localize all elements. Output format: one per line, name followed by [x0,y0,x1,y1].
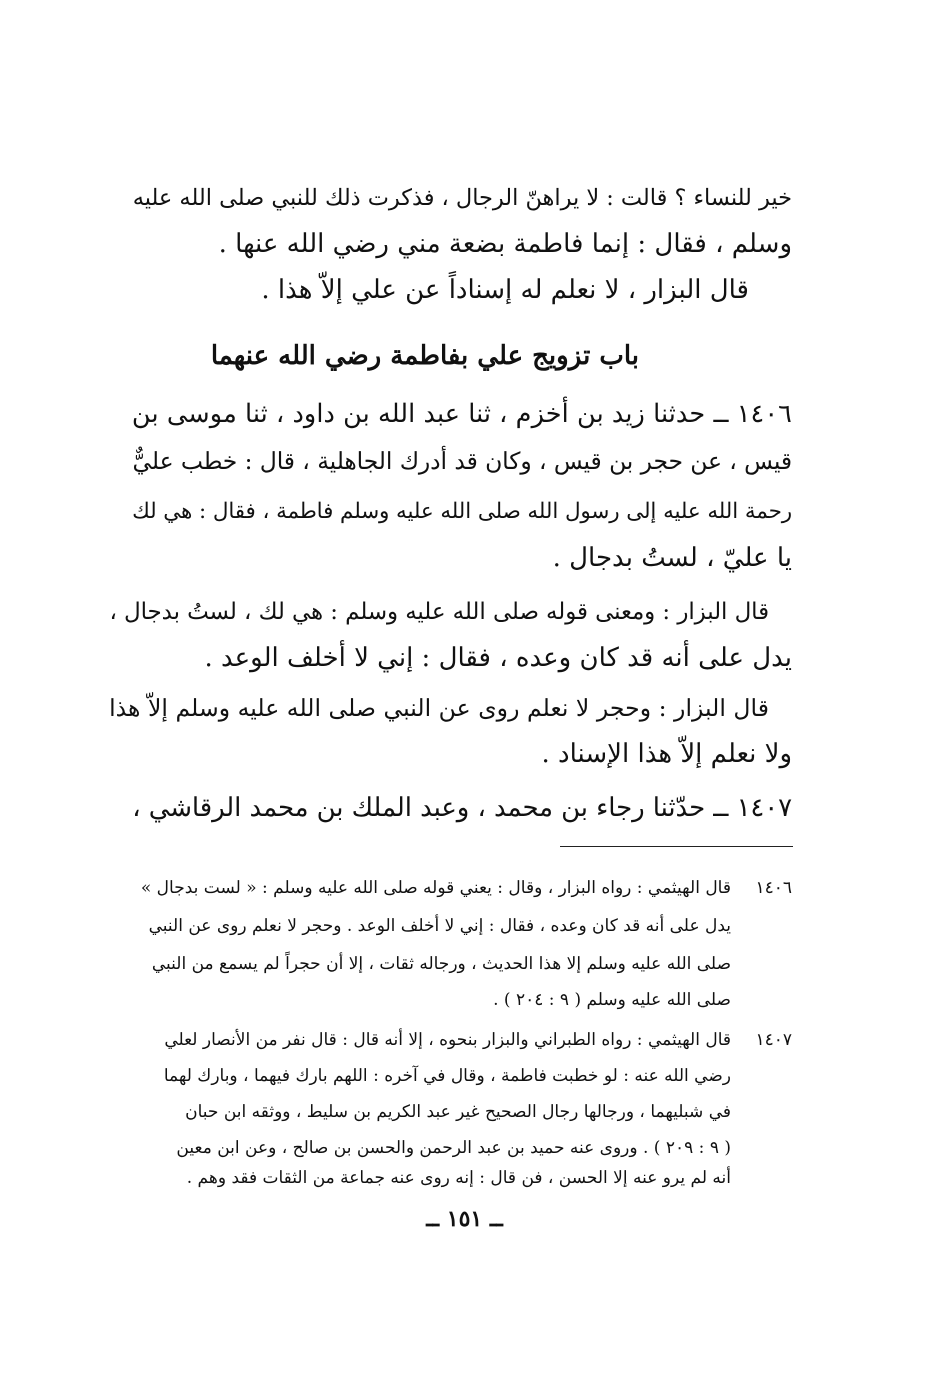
footnote-number: ١٤٠٧ [755,1030,792,1050]
body-line: قال البزار : ومعنى قوله صلى الله عليه وسلم : هي لك ، لستُ بدجال ، [109,599,769,625]
body-line: وسلم ، فقال : إنما فاطمة بضعة مني رضي الله عنها . [218,229,792,259]
footnote-number: ١٤٠٦ [755,878,792,898]
body-line: خير للنساء ؟ قالت : لا يراهنّ الرجال ، فذكرت ذلك للنبي صلى الله عليه [132,185,792,211]
footnote-line: ( ٩ : ٢٠٩ ) . وروى عنه حميد بن عبد الرحمن والحسن بن صالح ، وعن ابن معين [176,1138,731,1158]
footnote-line: قال الهيثمي : رواه الطبراني والبزار بنحوه ، إلا أنه قال : قال نفر من الأنصار لعلي [164,1030,731,1050]
footnote-line: صلى الله عليه وسلم ( ٩ : ٢٠٤ ) . [493,990,731,1010]
body-line: قال البزار ، لا نعلم له إسناداً عن علي إلاّ هذا . [261,275,749,305]
hadith-1406-line: قيس ، عن حجر بن قيس ، وكان قد أدرك الجاهلية ، قال : خطب عليٌّ [132,448,792,475]
hadith-1406-line: ١٤٠٦ ــ حدثنا زيد بن أخزم ، ثنا عبد الله بن داود ، ثنا موسى بن [131,399,792,429]
chapter-heading: باب تزويج علي بفاطمة رضي الله عنهما [210,341,639,371]
page-number: ــ ١٥١ ــ [426,1206,503,1232]
footnote-line: يدل على أنه قد كان وعده ، فقال : إني لا أخلف الوعد . وحجر لا نعلم روى عن النبي [148,916,731,936]
footnote-separator [560,846,793,847]
footnote-line: قال الهيثمي : رواه البزار ، وقال : يعني قوله صلى الله عليه وسلم : « لست بدجال » [140,878,731,898]
footnote-line: رضي الله عنه : لو خطبت فاطمة ، وقال في آخره : اللهم بارك فيهما ، وبارك لهما [163,1066,731,1086]
hadith-1406-line: رحمة الله عليه إلى رسول الله صلى الله عليه وسلم فاطمة ، فقال : هي لك [132,499,792,524]
hadith-1406-line: يا عليّ ، لستُ بدجال . [552,543,792,573]
footnote-line: أنه لم يرو عنه إلا الحسن ، فن قال : إنه روى عنه جماعة من الثقات فقد وهم . [186,1168,731,1188]
footnote-line: صلى الله عليه وسلم إلا هذا الحديث ، ورجاله ثقات ، إلا أن حجراً لم يسمع من النبي [151,954,731,974]
footnote-line: في شبليهما ، ورجالها رجال الصحيح غير عبد الكريم بن سليط ، ووثقه ابن حبان [185,1102,731,1122]
body-line: يدل على أنه قد كان وعده ، فقال : إني لا أخلف الوعد . [204,643,792,673]
body-line: ولا نعلم إلاّ هذا الإسناد . [541,739,792,769]
hadith-1407-line: ١٤٠٧ ــ حدّثنا رجاء بن محمد ، وعبد الملك بن محمد الرقاشي ، [132,793,792,823]
body-line: قال البزار : وحجر لا نعلم روى عن النبي صلى الله عليه وسلم إلاّ هذا [109,694,769,722]
